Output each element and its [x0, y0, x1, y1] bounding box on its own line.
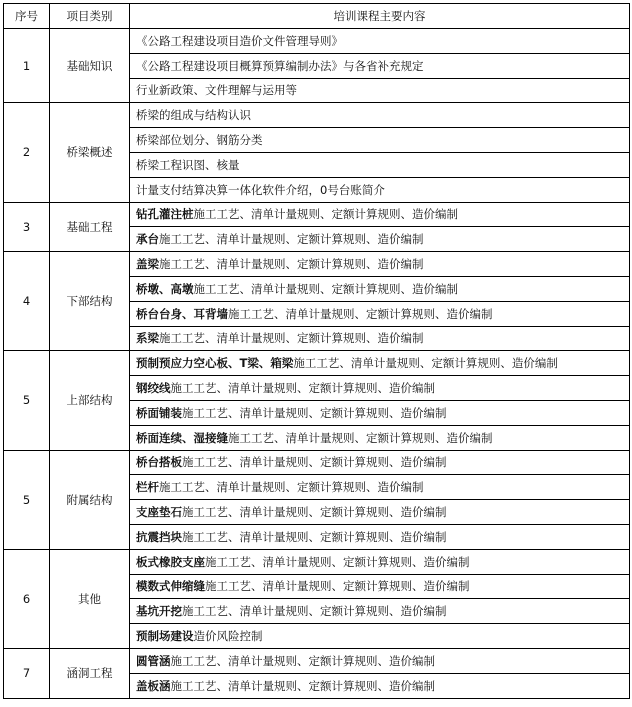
course-item-text: 桥梁工程识图、核量: [136, 157, 240, 172]
group-number: 5: [4, 351, 50, 450]
group-category: 基础知识: [50, 29, 130, 103]
course-item-text: 桥梁部位划分、钢筋分类: [136, 133, 263, 148]
header-no: 序号: [4, 4, 50, 29]
course-item: [130, 574, 630, 599]
table-row: [4, 252, 630, 277]
course-item: [130, 202, 630, 227]
course-item: [130, 252, 630, 277]
group-category: 上部结构: [50, 351, 130, 450]
course-item: [130, 29, 630, 54]
table-row: [4, 549, 630, 574]
group-number: 1: [4, 29, 50, 103]
course-item: [130, 599, 630, 624]
course-item: [130, 549, 630, 574]
course-item: [130, 425, 630, 450]
course-item: [130, 524, 630, 549]
course-item: [130, 450, 630, 475]
course-table: [3, 3, 630, 699]
course-item-text: 行业新政策、文件理解与运用等: [136, 83, 297, 98]
course-item-subject: 预制预应力空心板、T梁、箱梁: [136, 356, 294, 371]
table-row: [4, 648, 630, 673]
course-item: [130, 326, 630, 351]
course-item-text: 施工工艺、清单计量规则、定额计算规则、造价编制: [170, 653, 435, 668]
group-number: 6: [4, 549, 50, 648]
course-item-text: 施工工艺、清单计量规则、定额计算规则、造价编制: [228, 306, 493, 321]
table-row: [4, 450, 630, 475]
course-item-text: 施工工艺、清单计量规则、定额计算规则、造价编制: [159, 480, 424, 495]
course-item-subject: 支座垫石: [136, 505, 182, 520]
header-content: 培训课程主要内容: [130, 4, 630, 29]
group-number: 2: [4, 103, 50, 202]
course-item-text: 施工工艺、清单计量规则、定额计算规则、造价编制: [170, 381, 435, 396]
course-item-text: 造价风险控制: [193, 629, 263, 644]
course-item-subject: 桥面铺装: [136, 405, 182, 420]
course-item-subject: 钢绞线: [136, 381, 171, 396]
course-item: [130, 376, 630, 401]
course-item-text: 施工工艺、清单计量规则、定额计算规则、造价编制: [182, 455, 447, 470]
course-item-text: 施工工艺、清单计量规则、定额计算规则、造价编制: [159, 331, 424, 346]
course-item-subject: 抗震挡块: [136, 529, 182, 544]
course-item-subject: 桥台搭板: [136, 455, 182, 470]
course-item-subject: 盖板涵: [136, 678, 171, 693]
course-item: [130, 351, 630, 376]
course-item-text: 施工工艺、清单计量规则、定额计算规则、造价编制: [193, 207, 458, 222]
course-item: [130, 78, 630, 103]
course-item: [130, 500, 630, 525]
course-item: [130, 152, 630, 177]
course-item-subject: 桥墩、高墩: [136, 281, 194, 296]
course-item: [130, 400, 630, 425]
header-row: [4, 4, 630, 29]
table-row: [4, 29, 630, 54]
group-category: 附属结构: [50, 450, 130, 549]
course-item-subject: 栏杆: [136, 480, 159, 495]
course-item-subject: 板式橡胶支座: [136, 554, 205, 569]
course-item: [130, 128, 630, 153]
course-item: [130, 276, 630, 301]
course-item-subject: 基坑开挖: [136, 604, 182, 619]
group-category: 涵洞工程: [50, 648, 130, 698]
group-category: 下部结构: [50, 252, 130, 351]
course-item-text: 施工工艺、清单计量规则、定额计算规则、造价编制: [159, 257, 424, 272]
course-item-subject: 承台: [136, 232, 159, 247]
course-item-text: 施工工艺、清单计量规则、定额计算规则、造价编制: [182, 505, 447, 520]
course-item: [130, 103, 630, 128]
course-item-text: 施工工艺、清单计量规则、定额计算规则、造价编制: [170, 678, 435, 693]
course-item-subject: 圆管涵: [136, 653, 171, 668]
course-item-text: 施工工艺、清单计量规则、定额计算规则、造价编制: [293, 356, 558, 371]
table-row: [4, 103, 630, 128]
course-item-text: 施工工艺、清单计量规则、定额计算规则、造价编制: [159, 232, 424, 247]
course-item: [130, 648, 630, 673]
group-number: 5: [4, 450, 50, 549]
group-number: 3: [4, 202, 50, 252]
course-item-subject: 系梁: [136, 331, 159, 346]
course-item-text: 施工工艺、清单计量规则、定额计算规则、造价编制: [193, 281, 458, 296]
course-item-text: 《公路工程建设项目概算预算编制办法》与各省补充规定: [136, 58, 424, 73]
group-number: 4: [4, 252, 50, 351]
course-item-text: 施工工艺、清单计量规则、定额计算规则、造价编制: [182, 604, 447, 619]
table-row: [4, 351, 630, 376]
course-item-text: 施工工艺、清单计量规则、定额计算规则、造价编制: [228, 430, 493, 445]
table-body: [4, 29, 630, 699]
course-item: [130, 227, 630, 252]
group-number: 7: [4, 648, 50, 698]
course-item-subject: 钻孔灌注桩: [136, 207, 194, 222]
course-item-text: 施工工艺、清单计量规则、定额计算规则、造价编制: [182, 405, 447, 420]
course-item: [130, 301, 630, 326]
course-item-subject: 模数式伸缩缝: [136, 579, 205, 594]
course-item-subject: 桥面连续、湿接缝: [136, 430, 228, 445]
course-item-text: 施工工艺、清单计量规则、定额计算规则、造价编制: [182, 529, 447, 544]
group-category: 其他: [50, 549, 130, 648]
course-item: [130, 673, 630, 698]
course-item: [130, 624, 630, 649]
course-item-subject: 预制场建设: [136, 629, 194, 644]
course-item-text: 施工工艺、清单计量规则、定额计算规则、造价编制: [205, 554, 470, 569]
course-item-text: 桥梁的组成与结构认识: [136, 108, 251, 123]
course-item: [130, 177, 630, 202]
course-item-text: 施工工艺、清单计量规则、定额计算规则、造价编制: [205, 579, 470, 594]
group-category: 基础工程: [50, 202, 130, 252]
course-item: [130, 475, 630, 500]
table-row: [4, 202, 630, 227]
group-category: 桥梁概述: [50, 103, 130, 202]
header-category: 项目类别: [50, 4, 130, 29]
course-item: [130, 53, 630, 78]
course-item-text: 计量支付结算决算一体化软件介绍，0号台账简介: [136, 182, 385, 197]
course-item-subject: 桥台台身、耳背墙: [136, 306, 228, 321]
course-item-subject: 盖梁: [136, 257, 159, 272]
course-item-text: 《公路工程建设项目造价文件管理导则》: [136, 33, 343, 48]
